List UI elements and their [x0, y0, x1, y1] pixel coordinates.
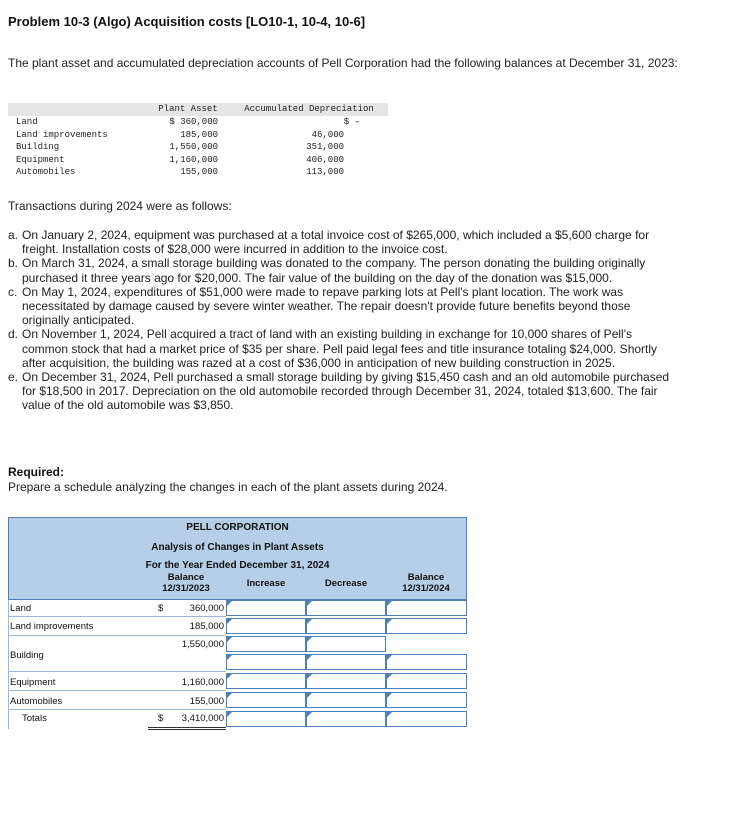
balances-row-label: Land	[16, 117, 38, 127]
increase-building-input-2[interactable]	[226, 654, 306, 670]
transaction-letter: a.	[8, 228, 19, 242]
balance-2023-equipment: 1,160,000	[181, 677, 224, 688]
balances-row-plant: 1,160,000	[169, 154, 218, 165]
row-label-land-improvements: Land improvements	[10, 621, 94, 632]
required-title: Required:	[8, 465, 65, 479]
balances-row-label: Building	[16, 142, 60, 152]
dollar-sign: $	[158, 603, 164, 614]
balances-row-label: Automobiles	[16, 167, 76, 177]
transaction-letter: e.	[8, 370, 19, 385]
transaction-text: On December 31, 2024, Pell purchased a small storage building by giving $15,450 cash and an old automobile purchased for $18,500 in 2017. Depreciation on the old automobile recorded through December 31, 2024, totaled $13,600. The fair value of the old automobile was $3,850.	[22, 370, 670, 413]
schedule-company: PELL CORPORATION	[186, 522, 289, 533]
col-increase: Increase	[246, 578, 286, 589]
balances-header-row	[8, 104, 388, 117]
decrease-equipment-input[interactable]	[306, 673, 386, 689]
increase-equipment-input[interactable]	[226, 673, 306, 689]
balances-row-accum: 406,000	[306, 154, 344, 165]
row-label-totals: Totals	[22, 713, 47, 724]
transaction-text: On March 31, 2024, a small storage building was donated to the company. The person donating the building originally purchased it three years ago for $20,000. The fair value of the building on the day of the donation was $15,000.	[22, 256, 646, 285]
increase-land-input[interactable]	[226, 600, 306, 616]
dollar-sign: $	[158, 713, 164, 724]
balance-2023-land: 360,000	[189, 603, 224, 614]
transaction-letter: c.	[8, 284, 18, 299]
increase-building-input-1[interactable]	[226, 636, 306, 652]
transactions-title: Transactions during 2024 were as follows:	[8, 199, 232, 213]
balances-row-plant: $ 360,000	[169, 117, 218, 127]
transaction-text: On May 1, 2024, expenditures of $51,000 were made to repave parking lots at Pell's plant location. The work was necessitated by damage caused by severe winter weather. The repair doesn't provide future benefits beyond those originally anticipated.	[22, 284, 631, 328]
balance-2024-totals-input[interactable]	[386, 711, 467, 727]
balance-2023-land-improvements: 185,000	[189, 621, 224, 632]
schedule-heading: Analysis of Changes in Plant Assets	[151, 542, 324, 553]
balances-row-accum: $ –	[343, 117, 360, 127]
col-balance-2024-line2: 12/31/2024	[402, 583, 450, 594]
schedule-table	[8, 517, 467, 729]
transaction-text: On November 1, 2024, Pell acquired a tract of land with an existing building in exchange for 10,000 shares of Pell's common stock that had a market price of $35 per share. Pell paid legal fees and title insurance totaling $24,000. Shortly after acquisition, the building was razed at a cost of $36,000 in anticipation of new building construction in 2025.	[22, 327, 658, 370]
transaction-letter: b.	[8, 256, 19, 271]
required-text: Prepare a schedule analyzing the changes in each of the plant assets during 2024.	[8, 480, 448, 494]
balances-row	[8, 167, 388, 180]
decrease-building-input-1[interactable]	[306, 636, 386, 652]
col-balance-2023-line1: Balance	[167, 572, 205, 583]
col-balance-2023-line2: 12/31/2023	[162, 583, 210, 594]
balances-table	[8, 103, 388, 183]
decrease-automobiles-input[interactable]	[306, 692, 386, 708]
balance-2024-building-input[interactable]	[386, 654, 467, 670]
decrease-land-input[interactable]	[306, 600, 386, 616]
col-balance-2023	[148, 572, 224, 594]
balance-2023-automobiles: 155,000	[189, 696, 224, 707]
decrease-building-input-2[interactable]	[306, 654, 386, 670]
row-label-land: Land	[10, 603, 32, 614]
balance-2024-land-input[interactable]	[386, 600, 467, 616]
balance-2024-land-improvements-input[interactable]	[386, 618, 467, 634]
col-balance-2024	[386, 572, 466, 594]
balance-2024-equipment-input[interactable]	[386, 673, 467, 689]
row-label-automobiles: Automobiles	[10, 696, 63, 707]
intro-text: The plant asset and accumulated depreciation accounts of Pell Corporation had the following balances at December 31, 2023:	[8, 56, 678, 70]
col-decrease: Decrease	[324, 578, 368, 589]
balances-row-label: Equipment	[16, 154, 65, 165]
increase-totals-input[interactable]	[226, 711, 306, 727]
balances-row	[8, 155, 388, 168]
header-plant-asset: Plant Asset	[158, 104, 218, 114]
balances-row-plant: 1,550,000	[169, 142, 218, 152]
transaction-item	[8, 370, 678, 413]
row-label-equipment: Equipment	[10, 677, 56, 688]
schedule-period: For the Year Ended December 31, 2024	[145, 560, 330, 571]
transaction-item	[8, 256, 678, 284]
balances-row-label: Land improvements	[16, 129, 108, 140]
row-label-building: Building	[10, 650, 44, 661]
balances-row-accum: 351,000	[306, 142, 344, 152]
balances-row-accum: 113,000	[306, 167, 344, 177]
problem-title: Problem 10-3 (Algo) Acquisition costs [LO10-1, 10-4, 10-6]	[8, 14, 366, 29]
balances-row-plant: 155,000	[180, 167, 218, 177]
transaction-item	[8, 285, 678, 328]
balances-row	[8, 142, 388, 155]
decrease-totals-input[interactable]	[306, 711, 386, 727]
balances-row	[8, 130, 388, 143]
balances-row-plant: 185,000	[180, 129, 218, 140]
header-accumulated-depreciation: Accumulated Depreciation	[244, 104, 374, 114]
balances-row-accum: 46,000	[311, 129, 344, 140]
transaction-item	[8, 228, 678, 256]
transaction-letter: d.	[8, 327, 19, 342]
balance-2024-automobiles-input[interactable]	[386, 692, 467, 708]
transaction-text: On January 2, 2024, equipment was purchased at a total invoice cost of $265,000, which included a $5,600 charge for freight. Installation costs of $28,000 were incurred in addition to the invoice cost.	[22, 228, 650, 257]
transaction-item	[8, 327, 678, 370]
balance-2023-building: 1,550,000	[181, 639, 224, 650]
balances-row	[8, 117, 388, 130]
increase-automobiles-input[interactable]	[226, 692, 306, 708]
transactions-list	[8, 228, 678, 413]
col-balance-2024-line1: Balance	[407, 572, 445, 583]
balance-2023-totals: 3,410,000	[181, 713, 224, 724]
decrease-land-improvements-input[interactable]	[306, 618, 386, 634]
increase-land-improvements-input[interactable]	[226, 618, 306, 634]
